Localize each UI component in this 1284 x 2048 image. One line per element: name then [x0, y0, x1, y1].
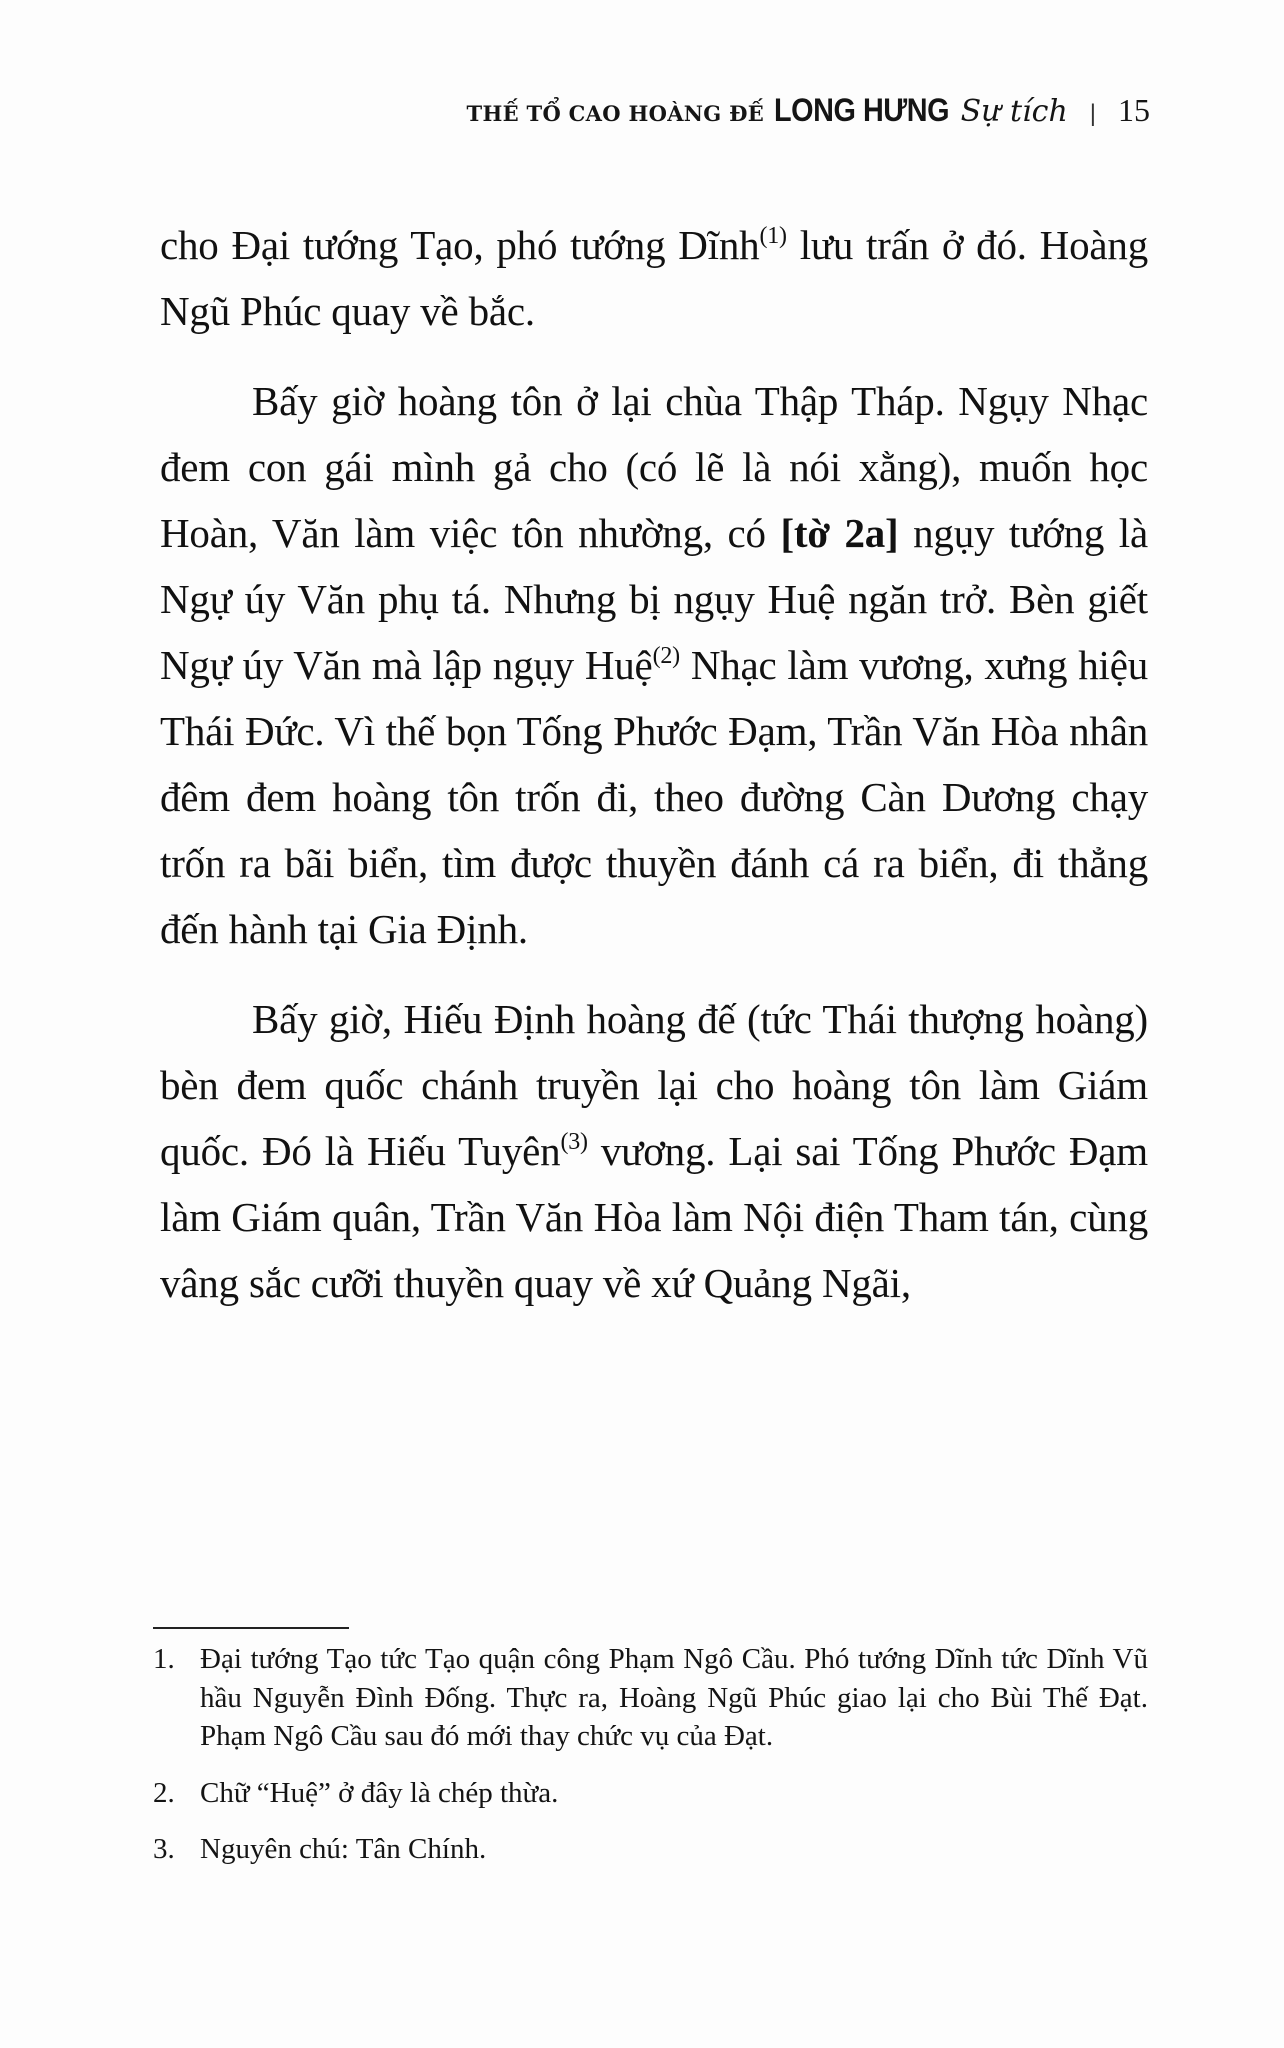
footnote-3: [153, 1830, 1148, 1869]
footnotes: [153, 1640, 1148, 1887]
folio-marker: [tờ 2a]: [780, 510, 899, 556]
footnote-text: Nguyên chú: Tân Chính.: [200, 1833, 487, 1865]
footnote-number: 2.: [153, 1776, 175, 1809]
body-text: [160, 212, 1148, 1340]
footnote-number: 1.: [153, 1643, 175, 1675]
text-run: vương. Lại sai Tống Phước Đạm làm Giám quân, Trần Văn Hòa làm Nội điện Tham tán, cùng vâng sắc cưỡi thuyền quay về xứ Quảng Ngãi,: [160, 1128, 1148, 1306]
paragraph-3: [160, 986, 1148, 1316]
text-run: Nhạc làm vương, xưng hiệu Thái Đức. Vì thế bọn Tống Phước Đạm, Trần Văn Hòa nhân đêm đem hoàng tôn trốn đi, theo đường Càn Dương chạy trốn ra bãi biển, tìm được thuyền đánh cá ra biển, đi thẳng đến hành tại Gia Định.: [160, 642, 1149, 952]
header-title-small: THẾ TỔ CAO HOÀNG ĐẾ: [466, 101, 765, 126]
footnote-ref-1[interactable]: (1): [759, 223, 787, 249]
footnote-divider: [153, 1627, 349, 1629]
footnote-text: Đại tướng Tạo tức Tạo quận công Phạm Ngô Cầu. Phó tướng Dĩnh tức Dĩnh Vũ hầu Nguyễn Đình Đống. Thực ra, Hoàng Ngũ Phúc giao lại cho Bùi Thế Đạt. Phạm Ngô Cầu sau đó mới thay chức vụ của Đạt.: [200, 1643, 1148, 1752]
text-run: lưu trấn ở đó. Hoàng Ngũ Phúc quay về bắc.: [160, 222, 1148, 334]
running-header: [428, 92, 1150, 132]
footnote-ref-2[interactable]: (2): [652, 643, 680, 669]
text-run: Bấy giờ hoàng tôn ở lại chùa Thập Tháp. Ngụy Nhạc đem con gái mình gả cho (có lẽ là nói xằng), muốn học Hoàn, Văn làm việc tôn nhường, có: [160, 378, 1148, 556]
paragraph-1: [160, 212, 1148, 344]
footnote-1: [153, 1640, 1148, 1756]
text-run: ngụy tướng là Ngự úy Văn phụ tá. Nhưng bị ngụy Huệ ngăn trở. Bèn giết Ngự úy Văn mà lập ngụy Huệ: [160, 510, 1148, 688]
header-title-big: LONG HƯNG: [774, 92, 950, 128]
footnote-ref-3[interactable]: (3): [560, 1129, 588, 1155]
page-number: 15: [1118, 92, 1150, 128]
footnote-number: 3.: [153, 1833, 175, 1865]
text-run: cho Đại tướng Tạo, phó tướng Dĩnh: [160, 222, 760, 268]
paragraph-2: [160, 368, 1148, 962]
footnote-2: [153, 1774, 1148, 1813]
footnote-text: Chữ “Huệ” ở đây là chép thừa.: [200, 1776, 559, 1809]
header-title-script: Sự tích: [960, 94, 1068, 129]
text-run: Bấy giờ, Hiếu Định hoàng đế (tức Thái thượng hoàng) bèn đem quốc chánh truyền lại cho hoàng tôn làm Giám quốc. Đó là Hiếu Tuyên: [160, 996, 1148, 1174]
header-separator: |: [1089, 100, 1096, 127]
